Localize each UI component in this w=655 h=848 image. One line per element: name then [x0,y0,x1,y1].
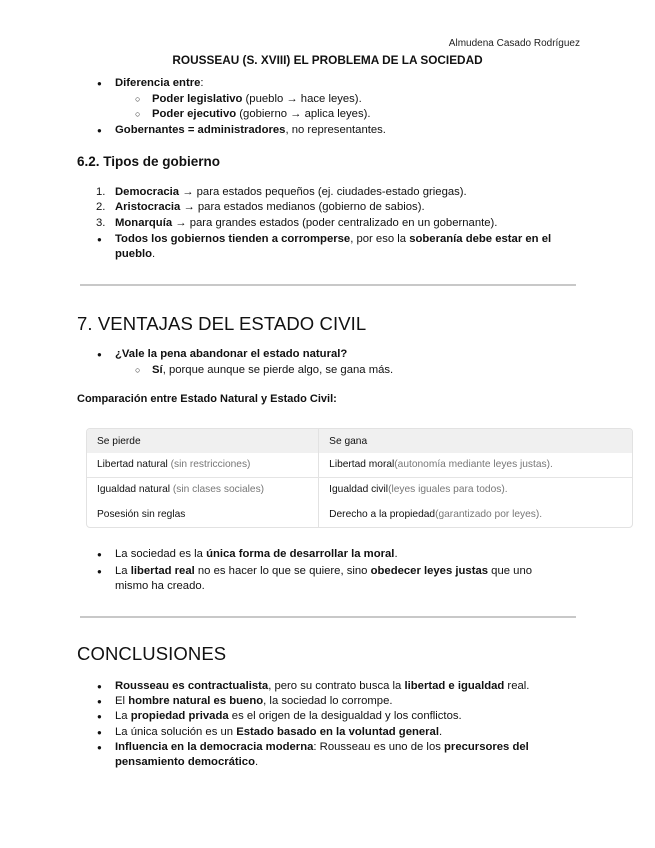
section-heading: CONCLUSIONES [77,643,227,664]
bold-text: Influencia en la democracia moderna [115,741,314,753]
table-row [87,478,632,503]
list-item [115,564,585,594]
text: El [115,695,129,707]
text: La única solución es un [115,726,237,738]
text: . [152,248,156,260]
section-heading: 7. VENTAJAS DEL ESTADO CIVIL [77,313,367,334]
list-item [152,363,393,378]
table-cell [87,484,318,495]
list-item [152,107,371,122]
table-row [87,453,632,478]
bold-text: Monarquía [115,217,173,229]
list-item [96,200,425,215]
author-name: Almudena Casado Rodríguez [448,38,580,49]
table-cell [318,502,632,527]
text: . [255,756,259,768]
bold-text: Diferencia entre [115,77,201,89]
table-cell [87,509,318,520]
text: , por eso la [350,233,410,245]
bold-text: Gobernantes = administradores [115,124,286,136]
cell-main: Libertad natural [97,459,168,471]
bold-text: libertad e igualdad [404,680,505,692]
bold-text: Poder legislativo [152,93,243,105]
list-item [115,694,393,709]
list-item [115,232,585,262]
text: , la sociedad lo corrompe. [263,695,393,707]
bold-text: Sí [152,364,163,376]
text: . [438,726,443,738]
text: es el origen de la desigualdad y los conflictos. [228,710,462,722]
list-item [115,740,585,770]
text: , pero su contrato busca la [268,680,405,692]
cell-note: (autonomía mediante leyes justas). [394,459,553,471]
list-item [115,725,442,740]
section-heading: 6.2. Tipos de gobierno [77,154,221,169]
list-item [115,547,398,562]
text: → para estados pequeños (ej. ciudades-estado griegas). [179,186,467,198]
cell-main: Derecho a la propiedad [329,508,436,520]
bold-text: Aristocracia [115,201,181,213]
horizontal-divider [80,616,576,618]
text: : Rousseau es uno de los [313,741,445,753]
table-cell [87,459,318,470]
list-item [115,347,347,362]
text: no es hacer lo que se quiere, sino [194,565,371,577]
cell-main: Posesión sin reglas [97,508,186,520]
cell-note: (sin restricciones) [167,459,251,471]
text: , porque aunque se pierde algo, se gana más. [162,364,394,376]
text: → para grandes estados (poder centralizado en un gobernante). [172,217,498,229]
text: . [394,548,398,560]
bold-text: pueblo [115,248,153,260]
text: : [200,77,204,89]
bold-text: libertad real [130,565,195,577]
item-number: 3. [96,217,106,229]
bold-text: hombre natural es bueno [128,695,264,707]
bold-text: pensamiento democrático [115,756,255,768]
bold-text: Estado basado en la voluntad general [236,726,439,738]
cell-main: Igualdad civil [329,484,389,496]
item-number: 2. [96,201,106,213]
horizontal-divider [80,284,576,286]
cell-note: (leyes iguales para todos). [388,484,508,496]
cell-main: Libertad moral [329,459,395,471]
bold-text: única forma de desarrollar la moral [206,548,395,560]
text: La sociedad es la [115,548,207,560]
text: (pueblo → hace leyes). [242,93,362,105]
cell-note: (garantizado por leyes). [435,508,543,520]
bold-text: Democracia [115,186,180,198]
text: que uno [488,565,533,577]
bold-text: Poder ejecutivo [152,108,237,120]
bold-text: propiedad privada [130,710,229,722]
bold-text: ¿Vale la pena abandonar el estado natural? [115,348,348,360]
list-item [96,216,498,231]
text: mismo ha creado. [115,580,205,592]
comparison-title: Comparación entre Estado Natural y Estado Civil: [77,393,337,405]
cell-main: Igualdad natural [97,484,171,496]
text: La [115,710,131,722]
text: real. [504,680,530,692]
bold-text: Todos los gobiernos tienden a corromperse [115,233,351,245]
table-header-row [87,429,632,453]
comparison-table [86,428,633,528]
cell-note: (sin clases sociales) [170,484,265,496]
table-cell [318,453,632,477]
table-header-cell: Se pierde [97,435,141,447]
list-item [115,679,529,694]
text: , no representantes. [285,124,386,136]
document-title: ROUSSEAU (S. XVIII) EL PROBLEMA DE LA SOCIEDAD [172,53,483,67]
list-item [115,76,204,91]
text: (gobierno → aplica leyes). [236,108,371,120]
list-item [115,123,386,138]
bold-text: Rousseau es contractualista [115,680,269,692]
table-row [87,502,632,527]
table-header-cell: Se gana [318,429,632,453]
text: La [115,565,131,577]
bold-text: soberanía debe estar en el [409,233,552,245]
table-cell [318,478,632,503]
text: → para estados medianos (gobierno de sabios). [180,201,425,213]
list-item [96,185,467,200]
list-item [152,92,362,107]
list-item [115,709,462,724]
item-number: 1. [96,186,106,198]
bold-text: obedecer leyes justas [370,565,489,577]
bold-text: precursores del [444,741,529,753]
